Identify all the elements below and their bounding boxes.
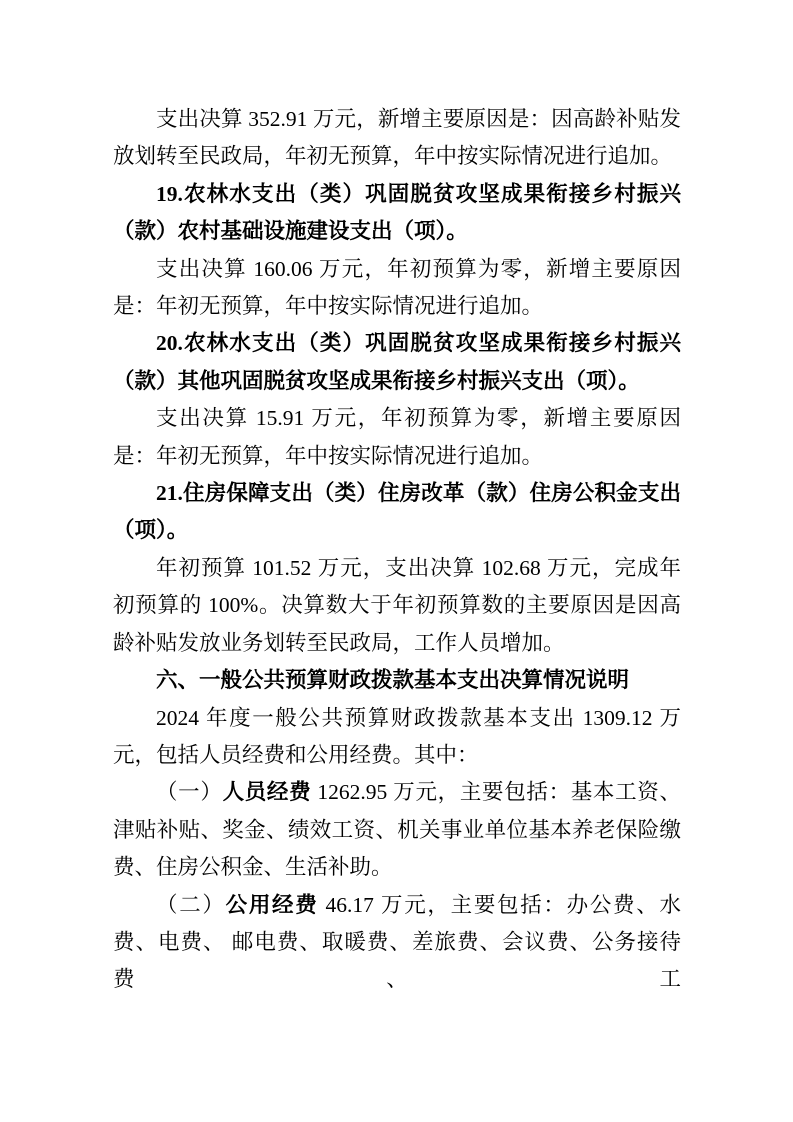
bold-text-run: 人员经费 xyxy=(222,780,312,805)
text-run: 支出决算 352.91 万元，新增主要原因是：因高龄补贴发放划转至民政局，年初无预算，年中按实际情况进行追加。 xyxy=(113,107,681,169)
expense-item-heading xyxy=(113,176,681,251)
body-paragraph xyxy=(113,251,681,326)
body-paragraph xyxy=(113,700,681,775)
bold-text-run: 公用经费 xyxy=(225,892,319,917)
body-paragraph xyxy=(113,400,681,475)
text-run: 1262.95 万元，主要包括：基本工资、津贴补贴、奖金、绩效工资、机关事业单位基本养老保险缴费、住房公积金、生活补助。 xyxy=(113,780,681,880)
body-paragraph xyxy=(113,774,681,886)
expense-item-heading xyxy=(113,325,681,400)
text-run: 支出决算 15.91 万元，年初预算为零，新增主要原因是：年初无预算，年中按实际情况进行追加。 xyxy=(113,406,681,468)
body-paragraph xyxy=(113,550,681,662)
text-run: 支出决算 160.06 万元，年初预算为零，新增主要原因是：年初无预算，年中按实际情况进行追加。 xyxy=(113,256,681,319)
expense-item-heading xyxy=(113,475,681,550)
body-paragraph xyxy=(113,887,681,999)
bold-text-run: 六、一般公共预算财政拨款基本支出决算情况说明 xyxy=(156,668,630,693)
text-run: 2024 年度一般公共预算财政拨款基本支出 1309.12 万元，包括人员经费和公用经费。其中： xyxy=(113,705,681,767)
document-content xyxy=(113,101,681,999)
bold-text-run: 20.农林水支出（类）巩固脱贫攻坚成果衔接乡村振兴（款）其他巩固脱贫攻坚成果衔接乡村振兴支出（项）。 xyxy=(113,331,681,393)
text-run: （一） xyxy=(156,780,223,805)
bold-text-run: 19.农林水支出（类）巩固脱贫攻坚成果衔接乡村振兴（款）农村基础设施建设支出（项）。 xyxy=(113,181,681,244)
body-paragraph xyxy=(113,101,681,176)
text-run: （二） xyxy=(156,892,226,917)
section-heading xyxy=(113,662,681,699)
text-run: 46.17 万元，主要包括：办公费、水费、电费、 邮电费、取暖费、差旅费、会议费、公务接待费、工 xyxy=(113,892,681,992)
bold-text-run: 21.住房保障支出（类）住房改革（款）住房公积金支出（项）。 xyxy=(113,481,681,543)
text-run: 年初预算 101.52 万元，支出决算 102.68 万元，完成年初预算的 100%。决算数大于年初预算数的主要原因是因高龄补贴发放业务划转至民政局，工作人员增加。 xyxy=(113,555,681,655)
